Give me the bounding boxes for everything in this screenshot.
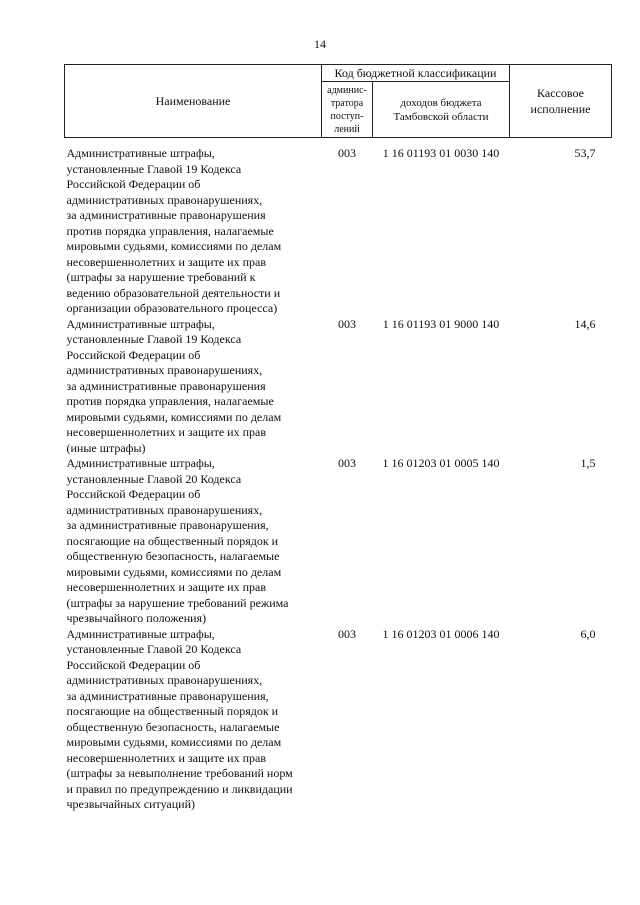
row-name-line: мировыми судьями, комиссиями по делам [66,735,282,749]
row-name-line: за административные правонарушения, [66,688,269,703]
header-administrator-line: тратора [330,97,364,109]
row-name-line: (штрафы за нарушение требований режима [66,595,289,610]
header-administrator [322,82,373,138]
row-revenue-code: 1 16 01203 01 0006 140 [382,626,500,641]
row-name-line: чрезвычайного положения) [66,611,207,625]
header-name: Наименование [65,65,322,138]
table-row [65,317,612,457]
row-name-line: посягающие на общественный порядок и [66,704,279,718]
row-name-line: чрезвычайных ситуаций) [66,797,196,811]
row-name-line: установленные Главой 19 Кодекса [66,161,242,176]
row-name-line: установленные Главой 20 Кодекса [66,471,242,486]
row-name-line: Российской Федерации об [66,347,201,362]
row-revenue-code: 1 16 01193 01 0030 140 [382,146,500,160]
row-name-line: несовершеннолетних и защите их прав [66,580,267,594]
budget-execution-table [64,64,612,813]
row-name-line: против порядка управления, налагаемые [66,223,274,238]
row-name-line: посягающие на общественный порядок и [66,533,279,548]
row-name-line: организации образовательного процесса) [66,301,278,315]
row-name-line: несовершеннолетних и защите их прав [66,254,267,269]
row-administrator-code: 003 [338,316,356,331]
header-execution [510,65,612,138]
row-administrator-code: 003 [338,146,356,160]
row-name-line: мировыми судьями, комиссиями по делам [66,409,282,424]
header-execution-line: Кассовое [537,86,584,100]
table-row [65,627,612,813]
row-name-line: установленные Главой 20 Кодекса [66,642,242,656]
row-name-line: за административные правонарушения [66,208,266,222]
row-name-line: за административные правонарушения [66,378,266,393]
row-name-line: против порядка управления, налагаемые [66,394,274,408]
row-name [65,456,322,627]
row-name-line: общественную безопасность, налагаемые [66,549,280,563]
row-name-line: мировыми судьями, комиссиями по делам [66,564,282,579]
header-execution-line: исполнение [530,102,591,116]
table-row [65,138,612,317]
row-name-line: несовершеннолетних и защите их прав [66,750,267,765]
header-administrator-line: админис- [327,84,367,96]
row-name-line: (иные штрафы) [66,440,146,455]
row-execution-amount: 6,0 [580,626,596,641]
row-name-line: Административные штрафы, [66,456,215,470]
header-revenue-line: доходов бюджета [400,96,482,109]
row-execution-amount: 1,5 [580,456,596,470]
row-name-line: ведению образовательной деятельности и [66,285,281,300]
row-name-line: Российской Федерации об [66,657,201,672]
row-revenue-code: 1 16 01203 01 0005 140 [382,456,500,470]
header-revenue [373,82,510,138]
row-execution-amount: 53,7 [574,146,596,160]
row-name [65,138,322,317]
row-name-line: административных правонарушениях, [66,192,263,207]
row-name-line: административных правонарушениях, [66,502,263,517]
table-row [65,456,612,627]
row-name-line: административных правонарушениях, [66,673,263,687]
row-name-line: (штрафы за невыполнение требований норм [66,766,293,780]
row-administrator-code: 003 [338,626,356,641]
row-name-line: несовершеннолетних и защите их прав [66,425,267,439]
page-number: 14 [314,37,326,51]
row-name [65,627,322,813]
row-name-line: Административные штрафы, [66,626,215,641]
row-name-line: за административные правонарушения, [66,518,269,532]
row-name-line: Российской Федерации об [66,487,201,501]
row-administrator-code: 003 [338,456,356,470]
row-name-line: административных правонарушениях, [66,363,263,377]
header-revenue-line: Тамбовской области [393,110,489,123]
row-name-line: (штрафы за нарушение требований к [66,270,256,284]
row-revenue-code: 1 16 01193 01 9000 140 [382,316,500,331]
row-execution-amount: 14,6 [574,316,596,331]
header-administrator-line: лений [334,123,360,135]
row-name [65,317,322,457]
row-name-line: Административные штрафы, [66,316,215,331]
row-name-line: установленные Главой 19 Кодекса [66,332,242,346]
row-name-line: общественную безопасность, налагаемые [66,719,280,734]
row-name-line: Российской Федерации об [66,177,201,191]
header-administrator-line: поступ- [330,110,364,122]
table-header [65,65,612,138]
row-name-line: мировыми судьями, комиссиями по делам [66,239,282,253]
row-name-line: Административные штрафы, [66,146,215,160]
row-name-line: и правил по предупреждению и ликвидации [66,781,293,796]
table-body [65,138,612,813]
header-budget-code-group: Код бюджетной классификации [322,65,510,82]
